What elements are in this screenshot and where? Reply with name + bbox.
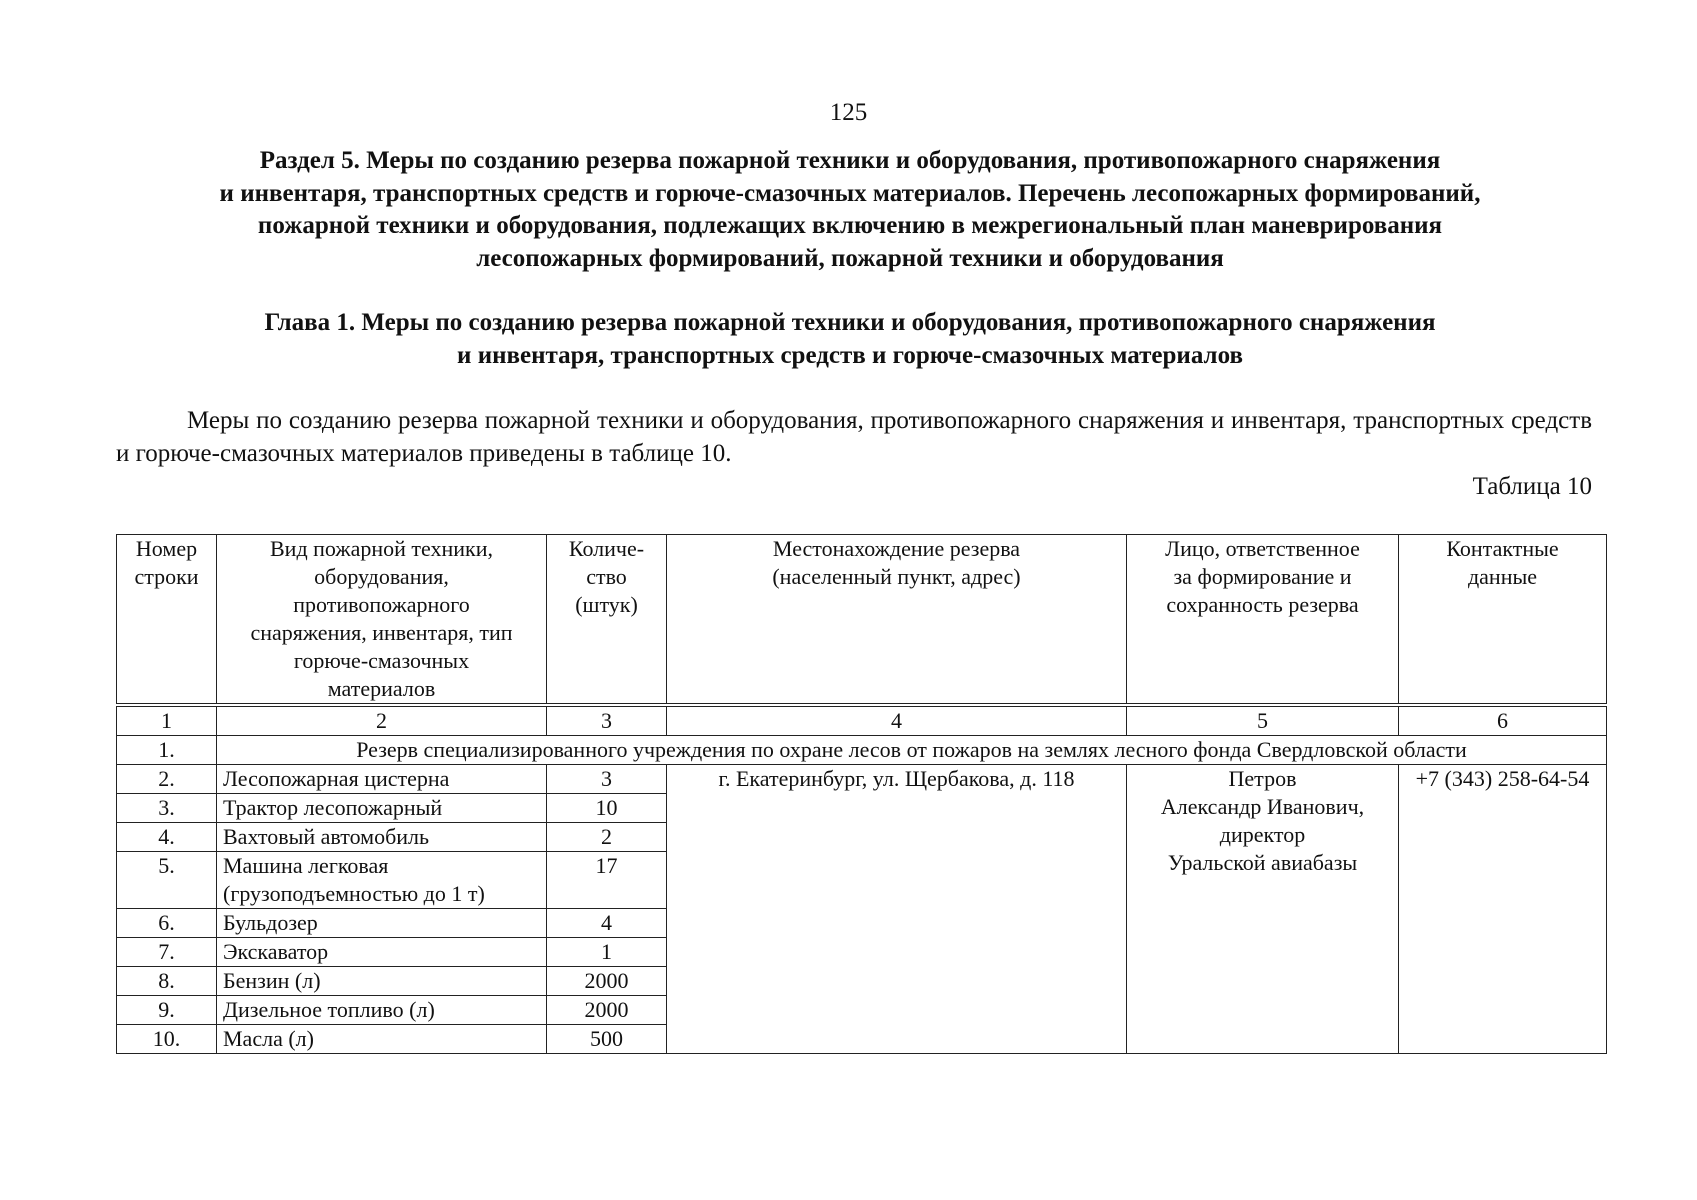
quantity-cell: 17 <box>547 852 667 909</box>
equipment-name-line: Вахтовый автомобиль <box>223 824 430 849</box>
header-cell-row-number: Номер строки <box>117 535 217 706</box>
group-row-number: 1. <box>117 736 217 765</box>
equipment-name-line: Дизельное топливо (л) <box>223 997 435 1022</box>
row-number-cell: 7. <box>117 938 217 967</box>
column-number-row <box>117 705 1607 736</box>
equipment-name-cell <box>217 823 547 852</box>
equipment-name-line: Бензин (л) <box>223 968 321 993</box>
header-cell-location: Местонахождение резерва (населенный пункт, адрес) <box>667 535 1127 706</box>
header-cell-quantity: Количе- ство (штук) <box>547 535 667 706</box>
column-number-cell: 1 <box>117 705 217 736</box>
row-number-cell: 10. <box>117 1025 217 1054</box>
chapter-heading <box>110 307 1590 372</box>
location-cell: г. Екатеринбург, ул. Щербакова, д. 118 <box>667 765 1127 1054</box>
responsible-person-cell <box>1127 765 1399 1054</box>
column-number-cell: 3 <box>547 705 667 736</box>
row-number-cell: 2. <box>117 765 217 794</box>
row-number-cell: 8. <box>117 967 217 996</box>
row-number-cell: 9. <box>117 996 217 1025</box>
equipment-name-line: Экскаватор <box>223 939 329 964</box>
row-number-cell: 4. <box>117 823 217 852</box>
row-number-cell: 5. <box>117 852 217 909</box>
equipment-name-line: (грузоподъемностью до 1 т) <box>223 881 485 906</box>
header-cell-contact: Контактные данные <box>1399 535 1607 706</box>
quantity-cell: 1 <box>547 938 667 967</box>
header-cell-equipment-type: Вид пожарной техники, оборудования, противопожарного снаряжения, инвентаря, тип горюче-смазочных материалов <box>217 535 547 706</box>
group-row-text: Резерв специализированного учреждения по охране лесов от пожаров на землях лесного фонда Свердловской области <box>217 736 1607 765</box>
equipment-name-cell <box>217 852 547 909</box>
responsible-person-line: директор <box>1219 822 1306 847</box>
table-header-row <box>117 535 1607 706</box>
table-caption: Таблица 10 <box>1472 473 1592 500</box>
responsible-person-line: Петров <box>1228 766 1297 791</box>
quantity-cell: 10 <box>547 794 667 823</box>
equipment-name-line: Машина легковая <box>223 853 389 878</box>
chapter-heading-line: и инвентаря, транспортных средств и горюче-смазочных материалов <box>457 341 1243 369</box>
quantity-cell: 500 <box>547 1025 667 1054</box>
column-number-cell: 6 <box>1399 705 1607 736</box>
section-heading-line: пожарной техники и оборудования, подлежащих включению в межрегиональный план маневрирования <box>257 212 1443 239</box>
column-number-cell: 2 <box>217 705 547 736</box>
equipment-name-cell <box>217 794 547 823</box>
quantity-cell: 3 <box>547 765 667 794</box>
header-cell-responsible: Лицо, ответственное за формирование и сохранность резерва <box>1127 535 1399 706</box>
column-number-cell: 5 <box>1127 705 1399 736</box>
table-row <box>117 765 1607 794</box>
responsible-person-line: Уральской авиабазы <box>1167 850 1358 875</box>
equipment-name-cell <box>217 996 547 1025</box>
responsible-person-line: Александр Иванович, <box>1160 794 1365 819</box>
chapter-heading-line: Глава 1. Меры по созданию резерва пожарной техники и оборудования, противопожарного снаряжения <box>264 309 1436 336</box>
quantity-cell: 2000 <box>547 996 667 1025</box>
column-number-cell: 4 <box>667 705 1127 736</box>
equipment-name-line: Лесопожарная цистерна <box>223 766 450 791</box>
equipment-name-cell <box>217 967 547 996</box>
intro-paragraph: Меры по созданию резерва пожарной техники и оборудования, противопожарного снаряжения и инвентаря, транспортных средств и горюче-смазочных материалов приведены в таблице 10. <box>116 407 1592 467</box>
section-heading-line: Раздел 5. Меры по созданию резерва пожарной техники и оборудования, противопожарного снаряжения <box>259 147 1441 174</box>
quantity-cell: 2000 <box>547 967 667 996</box>
group-row <box>117 736 1607 765</box>
equipment-name-line: Бульдозер <box>223 910 318 935</box>
equipment-name-line: Трактор лесопожарный <box>223 795 443 820</box>
quantity-cell: 4 <box>547 909 667 938</box>
page-number: 125 <box>829 99 868 126</box>
reserve-table <box>116 534 1607 1054</box>
section-heading <box>110 145 1590 275</box>
equipment-name-cell <box>217 1025 547 1054</box>
row-number-cell: 3. <box>117 794 217 823</box>
equipment-name-cell <box>217 765 547 794</box>
section-heading-line: и инвентаря, транспортных средств и горюче-смазочных материалов. Перечень лесопожарных формирований, <box>219 179 1481 207</box>
equipment-name-line: Масла (л) <box>223 1026 314 1051</box>
equipment-name-cell <box>217 909 547 938</box>
quantity-cell: 2 <box>547 823 667 852</box>
contact-cell: +7 (343) 258-64-54 <box>1399 765 1607 1054</box>
row-number-cell: 6. <box>117 909 217 938</box>
section-heading-line: лесопожарных формирований, пожарной техники и оборудования <box>476 244 1224 272</box>
equipment-name-cell <box>217 938 547 967</box>
